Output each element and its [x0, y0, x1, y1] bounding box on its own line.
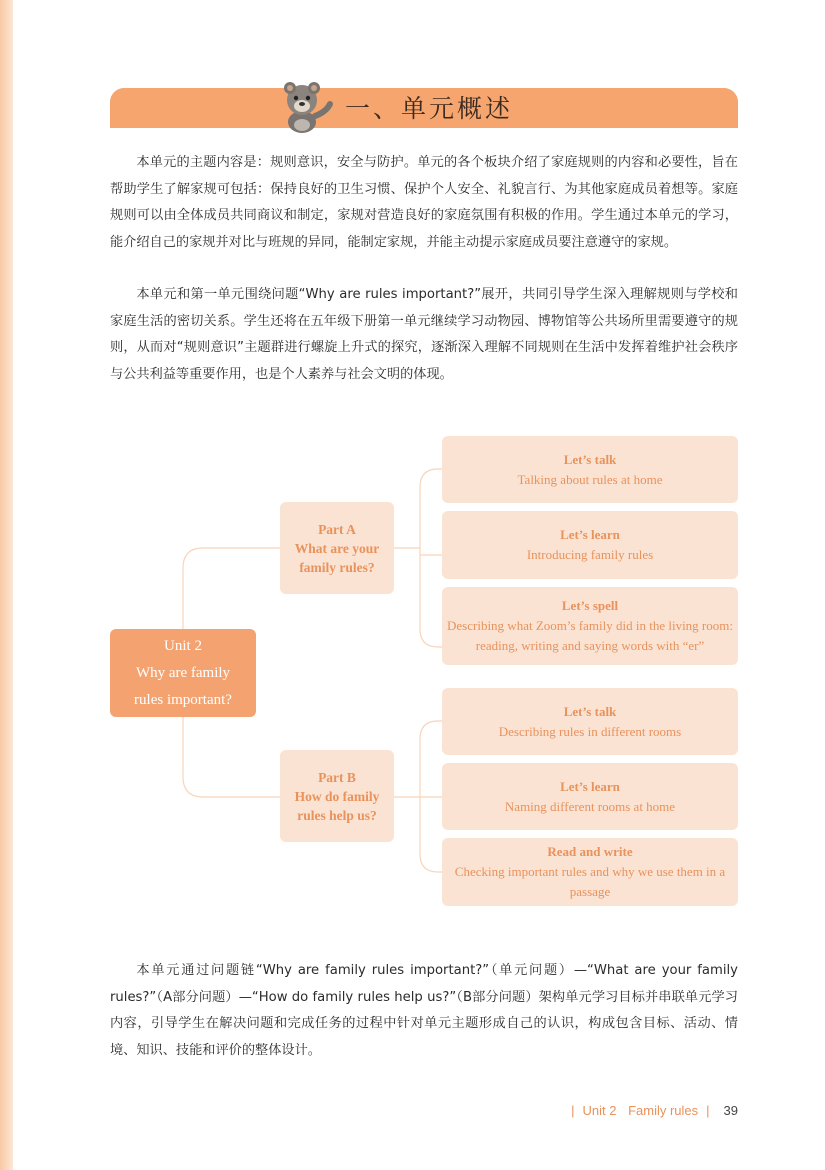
part-b-line-3: rules help us?: [297, 807, 377, 823]
leaf-b-read-and-write: [442, 838, 738, 906]
leaf-title: Let’s spell: [561, 598, 619, 613]
leaf-title: Let’s learn: [560, 527, 620, 542]
root-line-1: Unit 2: [164, 637, 202, 654]
footer-title: Family rules: [628, 1103, 699, 1118]
part-a-line-2: What are your: [294, 540, 380, 556]
design-paragraph: 本单元通过问题链“Why are family rules important?”（单元问题）—“What are your family rules?”（A部分问题）—“How do family rules help us?”（B部分问题）架构单元学习目标并串联单元学习内容，引导学生在解决问题和完成任务的过程中针对单元主题形成自己的认识，构成包含目标、活动、情境、知识、技能和评价的整体设计。: [110, 963, 738, 1058]
leaf-description: Checking important rules and why we use them in a passage: [454, 864, 726, 899]
leaf-description: Describing what Zoom’s family did in the living room: reading, writing and saying words with “er”: [447, 618, 733, 653]
leaf-description: Describing rules in different rooms: [498, 723, 682, 739]
part-b-line-1: Part B: [318, 769, 356, 785]
page-footer: [563, 1102, 738, 1120]
footer-separator-right: |: [706, 1103, 710, 1118]
root-line-2: Why are family: [135, 664, 231, 681]
intro-paragraph-1: 本单元的主题内容是：规则意识，安全与防护。单元的各个板块介绍了家庭规则的内容和必要性，旨在帮助学生了解家规可包括：保持良好的卫生习惯、保护个人安全、礼貌言行、为其他家庭成员着想等。家庭规则可以由全体成员共同商议和制定，家规对营造良好的家庭氛围有积极的作用。学生通过本单元的学习，能介绍自己的家规并对比与班规的异同，能制定家规，并能主动提示家庭成员要注意遵守的家规。: [110, 155, 738, 250]
leaf-title: Let’s learn: [560, 778, 620, 794]
leaf-a-lets-spell: [442, 587, 738, 665]
part-a-line-1: Part A: [318, 521, 356, 537]
leaf-description: Naming different rooms at home: [504, 798, 676, 814]
leaf-title: Let’s talk: [563, 451, 617, 467]
mind-map-root-unit-2: [110, 629, 256, 717]
leaf-a-lets-learn: [442, 511, 738, 579]
part-a-line-3: family rules?: [299, 559, 375, 575]
mind-map-part-a: [280, 502, 394, 594]
leaf-description: Talking about rules at home: [517, 471, 663, 487]
leaf-b-lets-learn: [442, 763, 738, 830]
footer-unit: Unit 2: [582, 1103, 617, 1118]
leaf-title: Let’s talk: [563, 703, 617, 719]
footer-separator-left: |: [571, 1103, 575, 1118]
mind-map-part-b: [280, 750, 394, 842]
root-line-3: rules important?: [134, 691, 232, 708]
connector-partA-branches: [420, 469, 442, 647]
connector-root-partA: [183, 548, 280, 629]
leaf-description: Introducing family rules: [526, 547, 654, 562]
section-title: 一、单元概述: [345, 94, 514, 123]
page-number: 39: [723, 1103, 738, 1118]
leaf-a-lets-talk: [442, 436, 738, 503]
leaf-b-lets-talk: [442, 688, 738, 755]
part-b-line-2: How do family: [294, 788, 380, 804]
connector-root-partB: [183, 717, 280, 797]
leaf-title: Read and write: [547, 844, 633, 859]
intro-paragraph-2: 本单元和第一单元围绕问题“Why are rules important?”展开，共同引导学生深入理解规则与学校和家庭生活的密切关系。学生还将在五年级下册第一单元继续学习动物园、博物馆等公共场所里需要遵守的规则，从而对“规则意识”主题群进行螺旋上升式的探究，逐渐深入理解不同规则在生活中发挥着维护社会秩序与公共利益等重要作用，也是个人素养与社会文明的体现。: [110, 287, 738, 382]
